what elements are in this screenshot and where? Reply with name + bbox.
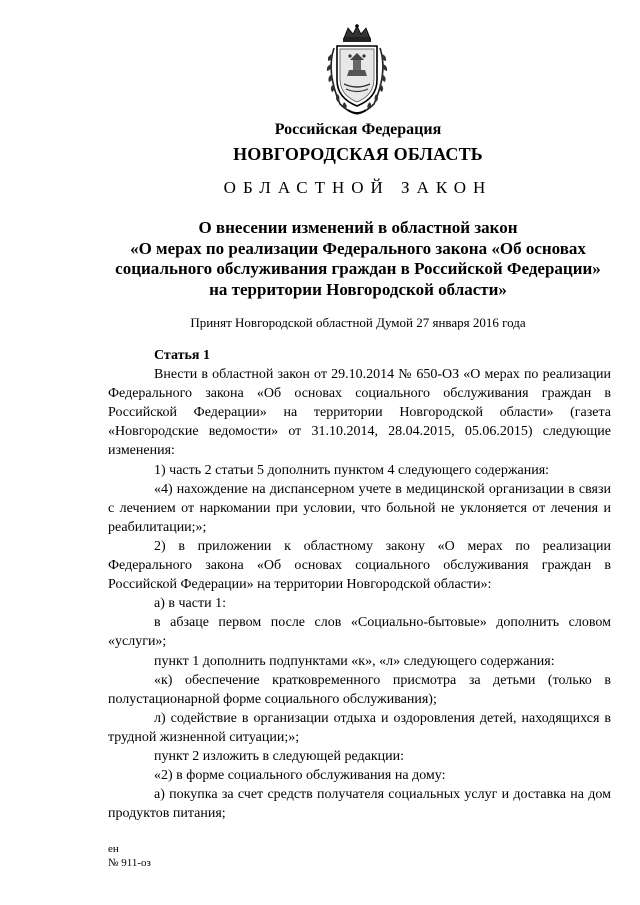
country-name: Российская Федерация — [274, 121, 442, 138]
paragraph: «к) обеспечение кратковременного присмотра за детьми (только в полустационарной форме социального обслуживания); — [108, 672, 611, 707]
footer-number: № 911-оз — [108, 857, 151, 869]
adoption-note: Принят Новгородской областной Думой 27 января 2016 года — [190, 315, 526, 330]
footer-initials: ен — [108, 843, 119, 855]
title-line: социального обслуживания граждан в Российской Федерации» — [115, 259, 601, 278]
document-type: ОБЛАСТНОЙ ЗАКОН — [223, 178, 493, 197]
paragraph: пункт 2 изложить в следующей редакции: — [154, 748, 404, 764]
paragraph: 1) часть 2 статьи 5 дополнить пунктом 4 следующего содержания: — [154, 462, 550, 478]
paragraph: 2) в приложении к областному закону «О мерах по реализации Федерального закона «Об основах социального обслуживания граждан в Российской Федерации» на территории Новгородской области»: — [108, 538, 611, 593]
paragraph: а) покупка за счет средств получателя социальных услуг и доставка на дом продуктов питания; — [108, 787, 611, 822]
law-body — [108, 346, 611, 823]
title-line: О внесении изменений в областной закон — [198, 218, 518, 237]
article-heading: Статья 1 — [154, 348, 210, 363]
law-title — [108, 218, 608, 300]
title-line: на территории Новгородской области» — [209, 279, 507, 299]
region-name: НОВГОРОДСКАЯ ОБЛАСТЬ — [233, 144, 483, 164]
paragraph: «2) в форме социального обслуживания на дому: — [154, 768, 446, 784]
paragraph: в абзаце первом после слов «Социально-бытовые» дополнить словом «услуги»; — [108, 615, 611, 650]
paragraph: а) в части 1: — [154, 596, 226, 612]
paragraph: л) содействие в организации отдыха и оздоровления детей, находящихся в трудной жизненной ситуации;»; — [108, 710, 611, 745]
document-footer — [108, 842, 151, 870]
paragraph: пункт 1 дополнить подпунктами «к», «л» следующего содержания: — [154, 653, 555, 669]
coat-of-arms-emblem — [322, 24, 392, 116]
paragraph: «4) нахождение на диспансерном учете в медицинской организации в связи с лечением от наркомании при условии, что больной не уклоняется от лечения и реабилитации;»; — [108, 481, 611, 535]
paragraph: Внести в областной закон от 29.10.2014 № 650-ОЗ «О мерах по реализации Федерального закона «Об основах социального обслуживания граждан в Российской Федерации» на территории Новгородской области» (газета «Новгородские ведомости» от 31.10.2014, 28.04.2015, 05.06.2015) следующие изменения: — [108, 367, 611, 459]
title-line: «О мерах по реализации Федерального закона «Об основах — [130, 238, 586, 258]
